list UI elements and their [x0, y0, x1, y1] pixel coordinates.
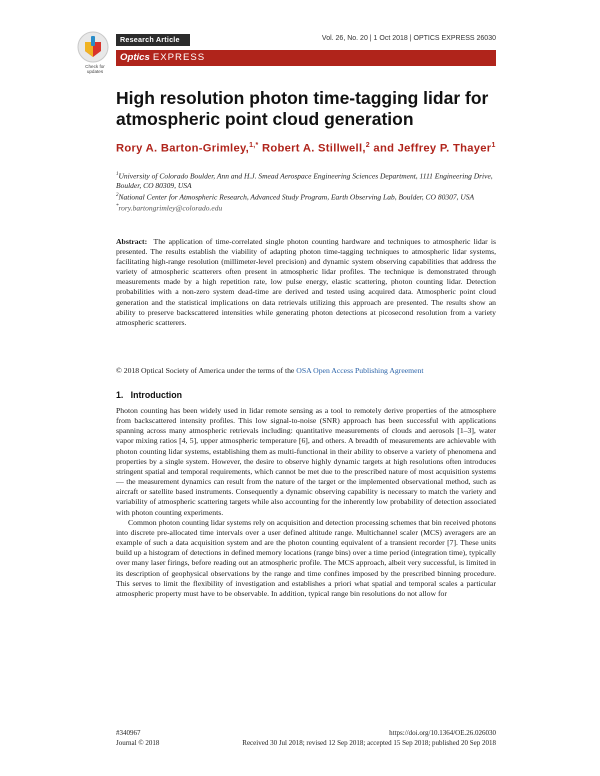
section-body	[116, 406, 496, 599]
copyright-text: © 2018 Optical Society of America under the terms of the	[116, 366, 295, 375]
abstract-label: Abstract:	[116, 237, 148, 246]
author-3-affil: 1	[491, 142, 496, 149]
crossmark-label[interactable]: Check for updates	[85, 64, 105, 74]
author-2-affil: 2	[365, 142, 370, 149]
article-id: #340967	[116, 729, 141, 737]
copyright-link[interactable]: OSA Open Access Publishing Agreement	[296, 366, 424, 375]
doi-link[interactable]: https://doi.org/10.1364/OE.26.026030	[389, 729, 496, 737]
author-1-affil: 1,*	[249, 142, 259, 149]
corresponding-email	[116, 202, 496, 213]
copyright	[116, 366, 496, 375]
journal-name-part2: EXPRESS	[152, 52, 206, 63]
email-link[interactable]: rory.bartongrimley@colorado.edu	[118, 203, 223, 212]
journal-copyright: Journal © 2018	[116, 738, 160, 747]
publication-dates: Received 30 Jul 2018; revised 12 Sep 2018; accepted 15 Sep 2018; published 20 Sep 2018	[242, 738, 496, 747]
affiliations	[116, 170, 496, 213]
crossmark-icon[interactable]	[76, 30, 110, 64]
email-mark: *	[116, 203, 119, 209]
article-title: High resolution photon time-tagging lidar for atmospheric point cloud generation	[116, 88, 489, 129]
author-3: Jeffrey P. Thayer	[397, 142, 492, 155]
abstract	[116, 237, 496, 328]
footer-right	[210, 729, 496, 748]
section-heading: 1. Introduction	[116, 390, 182, 400]
affiliation-1-num: 1	[116, 172, 119, 177]
affiliation-2	[116, 191, 496, 202]
author-list	[116, 138, 496, 157]
affiliation-2-num: 2	[116, 192, 119, 198]
paragraph-2: Common photon counting lidar systems rely on acquisition and detection processing schemes that bin received photons into discrete pre-allocated time intervals over a user defined altitude range. Multichannel scaler (MCS) averagers are an example of such a data acquisition system and are the photon counting equivalent of a transient recorder [7]. These units build up a histogram of detections in defined memory locations (range bins) over a time period (integration time), typically over many laser firings, before reading out an atmospheric profile. The MCS approach, albeit very successful, is limited in its description of geophysical observations by the range and time confines imposed by the prescribed binning procedure. This serves to limit the flexibility of investigation and establishes a priori what spatial and temporal scales a particular atmospheric property must have to be observable. In addition, typical range bin resolutions do not allow for	[116, 517, 496, 598]
paragraph-1: Photon counting has been widely used in lidar remote sensing as a tool to remotely derive properties of the atmosphere from backscattered intensity profiles. This low signal-to-noise (SNR) approach has been successful with applications spanning across many atmospheric retrievals including: quantitative measurements of clouds and aerosols [1–3], water vapor mixing ratios [4, 5], upper atmospheric temperature [6], and others. A breadth of measurements are achievable with photon counting lidar systems, establishing them as multi-functional in their ability to observe a variety of phenomena and properties by a single system. However, the desire to observe highly dynamic targets at high resolutions often introduces stringent spatial and temporal requirements, which cannot be met due to the prescribed nature of most acquisition systems — the measurement dynamics can result from the nature of the target or the implemented observational method, such as aircraft or satellite based instruments. Consequently a dynamic observing capability is necessary to match the variety and variability of atmospheric scattering targets while also accounting for the inherently low probability of detection associated with photon counting experiments.	[116, 406, 496, 517]
article-type: Research Article	[120, 34, 180, 44]
author-1: Rory A. Barton-Grimley,	[116, 142, 250, 155]
affiliation-2-text: National Center for Atmospheric Research, Advanced Study Program, Earth Observing Lab, Boulder, CO 80307, USA	[118, 192, 475, 201]
author-and: and	[373, 142, 395, 155]
footer-left	[116, 729, 159, 748]
journal-name	[120, 52, 205, 63]
author-2: Robert A. Stillwell,	[261, 142, 366, 155]
journal-info: Vol. 26, No. 20 | 1 Oct 2018 | OPTICS EXPRESS 26030	[321, 35, 496, 42]
abstract-text: The application of time-correlated single photon counting hardware and techniques to atmospheric lidar is presented. The results establish the viability of adapting photon time-tagging techniques to atmospheric lidar systems, facilitating high-range resolution (millimeter-level precision) and dynamic system observing capabilities that address the variety of atmospheric scatterers often present in atmospheric lidar profiles. The technique is demonstrated through measurements made by a high repetition rate, low pulse energy, elastic scattering, photon counting lidar. Detection probabilities with a non-zero system dead-time are derived and tested using acquired data. Atmospheric point cloud generation and the statistical implications on data retrievals utilizing this approach are presented. The results show an ability to preserve backscattered intensities while generating photon detections at picosecond resolution from a variety atmospheric scatterers.	[116, 237, 497, 327]
affiliation-1-text: University of Colorado Boulder, Ann and H.J. Smead Aerospace Engineering Sciences Department, 1111 Engineering Drive, Boulder, CO 80309, USA	[116, 171, 493, 190]
journal-name-part1: Optics	[120, 52, 150, 63]
affiliation-1	[116, 170, 496, 191]
